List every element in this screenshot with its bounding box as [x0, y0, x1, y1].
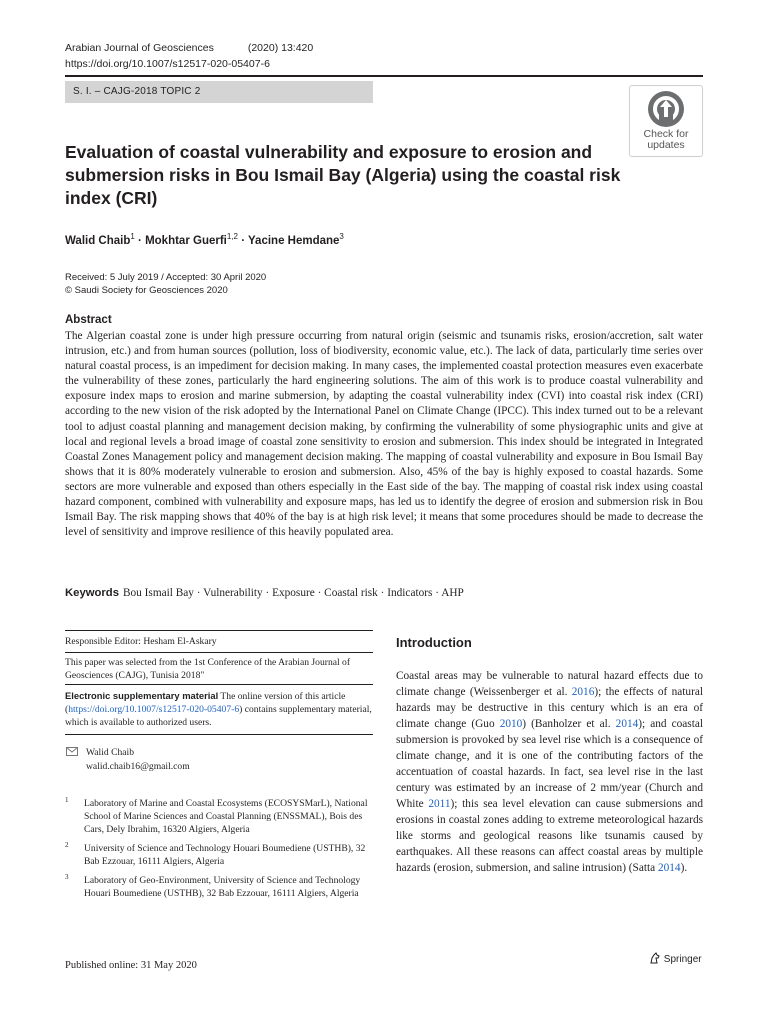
citation-link[interactable]: 2014 [657, 862, 681, 874]
intro-text: ) (Banholzer et al. [522, 718, 616, 730]
esm-text: The online version of this article ( [65, 691, 346, 715]
author-list [65, 232, 344, 247]
article-title: Evaluation of coastal vulnerability and exposure to erosion and submersion risks in Bou Ismail Bay (Algeria) using the coastal risk index (CRI) [65, 142, 621, 208]
affiliation-number: 2 [65, 841, 69, 849]
journal-volume: (2020) 13:420 [247, 42, 314, 54]
footnote-rule [65, 734, 373, 735]
intro-text: ); the effects of natural hazards may be destructive in this century which is an era of climate change (Guo [396, 686, 704, 730]
footnote-rule [65, 630, 373, 631]
springer-horse-icon [649, 952, 661, 964]
author-affiliation: 1,2 [226, 232, 238, 241]
keywords-list: Bou Ismail Bay · Vulnerability · Exposure · Coastal risk · Indicators · AHP [123, 587, 464, 599]
affiliation-text: Laboratory of Geo-Environment, University of Science and Technology Houari Boumediene (USTHB), 32 Bab Ezzouar, 16111 Algiers, Algeria [84, 875, 361, 899]
intro-text: ); this sea level elevation can cause submersions and erosions in coastal zones adding to extreme meteorological hazards like storms and geological reasons like tsunamis caused by earthquakes. All these reasons can affect coastal areas by multiple hazards (erosion, submersion, and saline intrusion) (Satta [396, 798, 703, 874]
affiliation-number: 1 [65, 796, 69, 804]
footnote-rule [65, 684, 373, 685]
update-icon [646, 89, 686, 129]
envelope-icon [66, 747, 78, 756]
citation-link[interactable]: 2011 [428, 798, 451, 810]
conference-note: This paper was selected from the 1st Conference of the Arabian Journal of Geosciences (CAJG), Tunisia 2018" [65, 657, 351, 681]
introduction-text [396, 668, 703, 876]
affiliation-number: 3 [65, 873, 69, 881]
author-separator: · [134, 234, 146, 247]
article-dates [65, 271, 266, 297]
publisher-name: Springer [663, 954, 702, 965]
corresponding-author [86, 746, 190, 774]
keywords [65, 587, 464, 599]
esm-note [65, 689, 375, 729]
citation-link[interactable]: 2010 [499, 718, 523, 730]
citation-link[interactable]: 2014 [615, 718, 639, 730]
received-accepted: Received: 5 July 2019 / Accepted: 30 April 2020 [65, 272, 267, 283]
check-for-updates-badge[interactable] [629, 85, 703, 157]
badge-line2: updates [647, 139, 685, 151]
header-rule [65, 75, 703, 77]
introduction-heading: Introduction [396, 635, 472, 650]
author-name[interactable]: Yacine Hemdane [248, 234, 340, 247]
copyright-text: Saudi Society for Geosciences 2020 [74, 285, 228, 296]
doi-link[interactable]: https://doi.org/10.1007/s12517-020-05407-6 [65, 58, 270, 70]
series-label: S. I. – CAJG-2018 TOPIC 2 [65, 81, 373, 103]
footnote-rule [65, 652, 373, 653]
author-name[interactable]: Walid Chaib [65, 234, 131, 247]
abstract-heading: Abstract [65, 314, 112, 326]
citation-link[interactable]: 2016 [571, 686, 595, 698]
publisher-logo [649, 952, 702, 965]
esm-label: Electronic supplementary material [65, 690, 219, 701]
author-affiliation: 3 [339, 232, 344, 241]
intro-text: ); and coastal submersion is provoked by sea level rise which is a consequence of climate change, and it is one of the contributing factors of the accentuation of coastal hazards. In fact, sea level rise in the last century was estimated by an increase of 2 mm/year (Church and White [396, 718, 703, 810]
keywords-label: Keywords [65, 587, 119, 599]
contact-name: Walid Chaib [86, 747, 134, 758]
journal-header [65, 40, 313, 72]
author-separator: · [238, 234, 249, 247]
abstract-text: The Algerian coastal zone is under high pressure occurring from natural origin (seismic and tsunamis risks, erosion/accretion, salt water intrusion, etc.) and from human sources (pollution, loss of biodiversity, economic value, etc.). The lack of data, particularly time series over natural coastal process, is an impediment for decision making. In many cases, the implemented coastal protection measures even exacerbate the vulnerability of these zones, particularly the hard engineering solutions. The aim of this work is to produce coastal vulnerability and exposure index maps to erosion and marine submersion, by adapting the coastal vulnerability index (CVI) into coastal risk index (CRI) according to the new vision of the risk adopted by the International Panel on Climate Change (IPCC). This index turned out to be a relevant tool to adjust coastal planning and management decision making, by confirming the vulnerability of some physiographic units and give at local and regional levels a broad image of coastal zone sensitivity to erosion and submersion. This index should be integrated in Integrated Coastal Zones Management policy and management decision making. The mapping of coastal vulnerability and exposure in Bou Ismail Bay shows that it is 80% moderately vulnerable to erosion and submersion. Also, 45% of the bay is highly exposed to coastal hazards. Some sectors are more vulnerable and exposed than others especially in the East side of the bay. The mapping of coastal risk index using coastal hazard component, combined with vulnerability and exposure maps, has led us to identify the degree of erosion and submersion risk in Bou Ismail Bay. The risk mapping shows that 40% of the bay is at high risk level; it means that some procedures should be made to decrease the level of sensitivity and improve resilience of this heavily populated area. [65, 330, 703, 539]
esm-link[interactable]: https://doi.org/10.1007/s12517-020-05407-6 [68, 704, 240, 715]
affiliation-text: Laboratory of Marine and Coastal Ecosystems (ECOSYSMarL), National School of Marine Sciences and Coastal Planning (ENSSMAL), Bois des Cars, Dely Ibrahim, 16320 Algiers, Algeria [84, 798, 368, 835]
responsible-editor: Responsible Editor: Hesham El-Askary [65, 636, 217, 647]
intro-text: Coastal areas may be vulnerable to natural hazard effects due to climate change (Weissenberger et al. [396, 670, 703, 698]
journal-name: Arabian Journal of Geosciences [65, 42, 214, 54]
intro-text: ). [680, 862, 688, 874]
affiliation-text: University of Science and Technology Houari Boumediene (USTHB), 32 Bab Ezzouar, 16111 Algiers, Algeria [84, 843, 366, 867]
copyright-icon: © [65, 285, 75, 296]
author-name[interactable]: Mokhtar Guerfi [145, 234, 227, 247]
author-affiliation: 1 [130, 232, 135, 241]
badge-line1: Check for [643, 128, 689, 140]
esm-text: ) contains supplementary material, which is available to authorized users. [65, 704, 372, 728]
contact-email[interactable]: walid.chaib16@gmail.com [86, 761, 190, 772]
published-date: Published online: 31 May 2020 [65, 960, 197, 971]
